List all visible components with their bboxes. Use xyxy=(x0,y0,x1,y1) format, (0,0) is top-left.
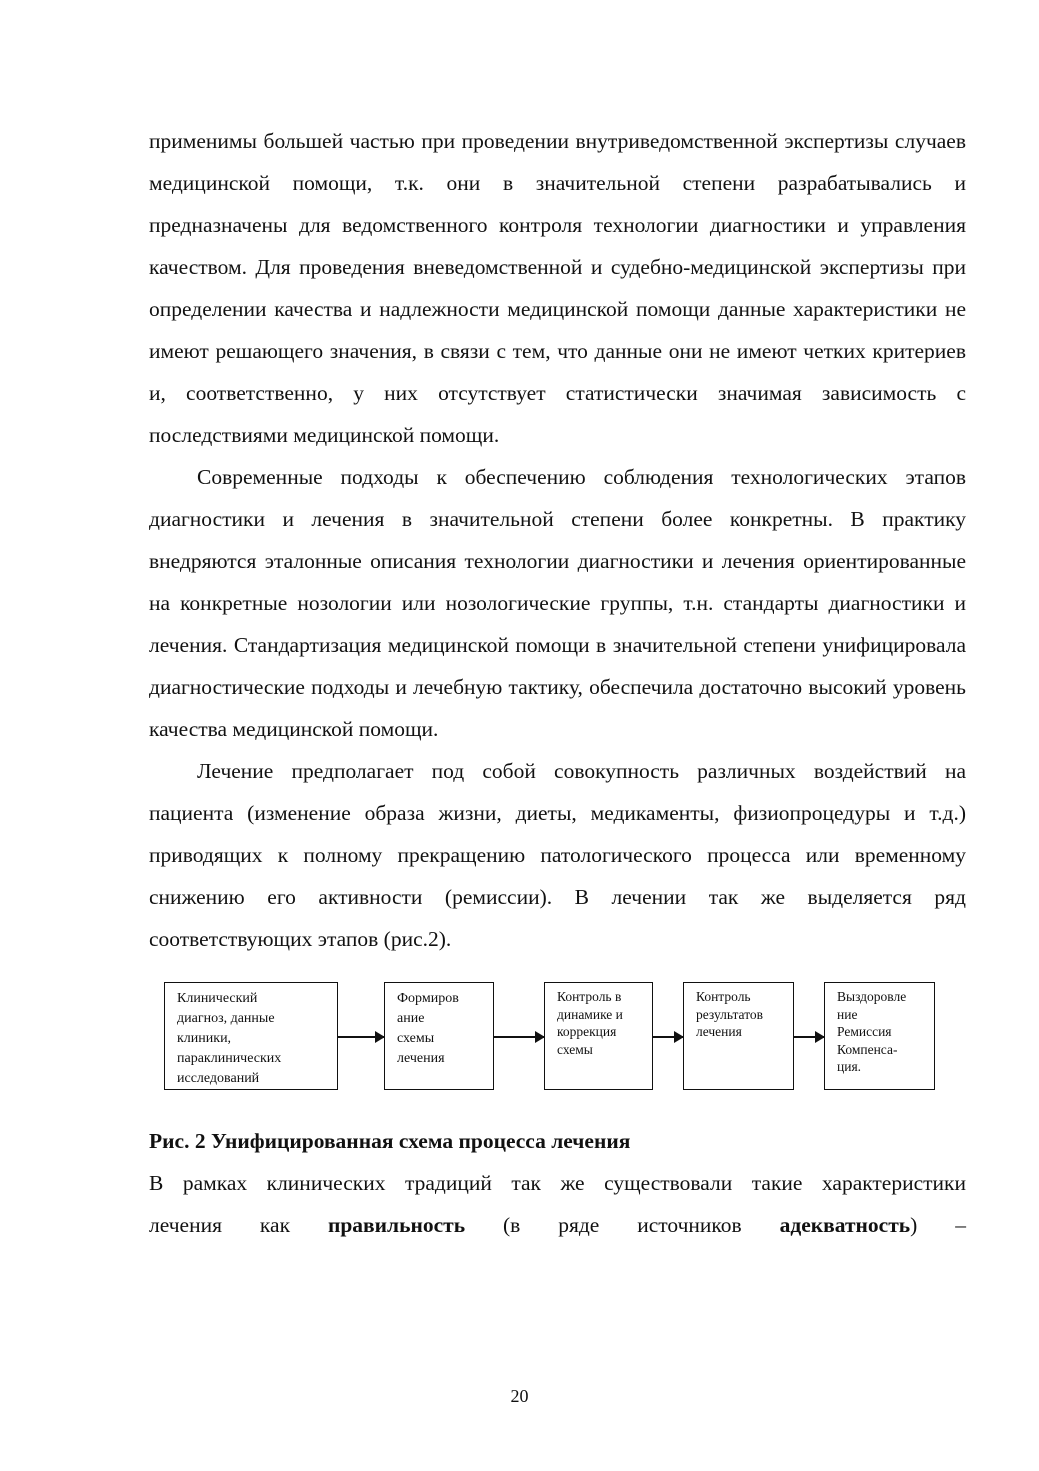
term-adequacy: адекватность xyxy=(779,1213,911,1237)
paragraph-2: Современные подходы к обеспечению соблюдения технологических этапов диагностики и лечения в значительной степени более конкретны. В практику внедряются эталонные описания технологии диагностики и лечения ориентированные на конкретные нозологии или нозологические группы, т.н. стандарты диагностики и лечения. Стандартизация медицинской помощи в значительной степени унифицировала диагностические подходы и лечебную тактику, обеспечила достаточно высокий уровень качества медицинской помощи. xyxy=(149,465,966,741)
page-body xyxy=(149,120,966,1246)
box-dynamics-control: Контроль в динамике и коррекция схемы xyxy=(544,982,653,1090)
figure-caption: Рис. 2 Унифицированная схема процесса лечения xyxy=(149,1129,631,1153)
line-2-start: лечения как xyxy=(149,1213,328,1237)
box-outcome: Выздоровле ние Ремиссия Компенса- ция. xyxy=(824,982,935,1090)
box-treatment-scheme: Формиров ание схемы лечения xyxy=(384,982,494,1090)
box-results-control: Контроль результатов лечения xyxy=(683,982,794,1090)
line-2-middle: (в ряде источников xyxy=(465,1213,780,1237)
arrow-4 xyxy=(794,1036,824,1038)
page-number: 20 xyxy=(510,1386,529,1406)
line-2-end: ) – xyxy=(910,1213,966,1237)
arrow-3 xyxy=(653,1036,683,1038)
paragraph-4-line-2 xyxy=(149,1204,966,1246)
box-clinical-diagnosis: Клинический диагноз, данные клиники, параклинических исследований xyxy=(164,982,338,1090)
paragraph-4-line-1: В рамках клинических традиций так же существовали такие характеристики xyxy=(149,1171,966,1195)
arrow-2 xyxy=(494,1036,544,1038)
arrow-1 xyxy=(338,1036,384,1038)
term-correctness: правильность xyxy=(327,1213,466,1237)
paragraph-3: Лечение предполагает под собой совокупность различных воздействий на пациента (изменение образа жизни, диеты, медикаменты, физиопроцедуры и т.д.) приводящих к полному прекращению патологического процесса или временному снижению его активности (ремиссии). В лечении так же выделяется ряд соответствующих этапов (рис.2). xyxy=(149,759,966,951)
treatment-process-diagram xyxy=(149,970,966,1120)
paragraph-1: применимы большей частью при проведении внутриведомственной экспертизы случаев медицинской помощи, т.к. они в значительной степени разрабатывались и предназначены для ведомственного контроля технологии диагностики и управления качеством. Для проведения вневедомственной и судебно-медицинской экспертизы при определении качества и надлежности медицинской помощи данные характеристики не имеют решающего значения, в связи с тем, что данные они не имеют четких критериев и, соответственно, у них отсутствует статистически значимая зависимость с последствиями медицинской помощи. xyxy=(149,129,966,447)
